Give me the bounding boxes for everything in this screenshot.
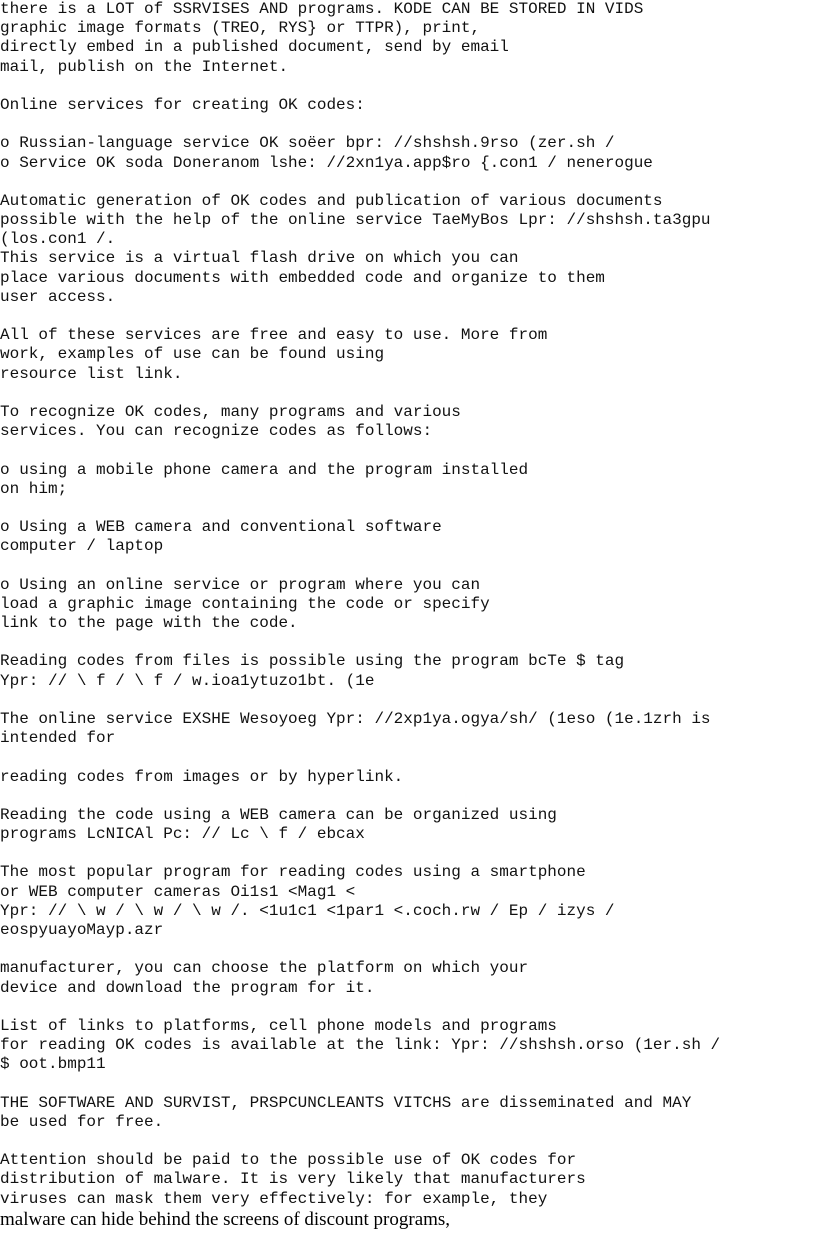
text-line: directly embed in a published document, send by email [0, 38, 509, 57]
text-line: o Using a WEB camera and conventional software [0, 518, 442, 537]
text-line: o Service OK soda Doneranom lshe: //2xn1ya.app$ro {.con1 / nenerogue [0, 153, 653, 172]
text-line: be used for free. [0, 1112, 164, 1131]
text-line: The online service EXSHE Wesoyoeg Ypr: //2xp1ya.ogya/sh/ (1eso (1e.1zrh is [0, 709, 711, 728]
blank-line [0, 691, 816, 710]
blank-line [0, 940, 816, 959]
text-line: computer / laptop [0, 537, 164, 556]
text-line: Attention should be paid to the possible use of OK codes for [0, 1151, 577, 1170]
text-line: o Using an online service or program where you can [0, 575, 481, 594]
text-line: or WEB computer cameras Oi1s1 <Mag1 < [0, 882, 356, 901]
blank-line [0, 1132, 816, 1151]
text-line: All of these services are free and easy to use. More from [0, 326, 548, 345]
text-line-serif: malware can hide behind the screens of discount programs, [0, 1208, 451, 1230]
blank-line [0, 633, 816, 652]
text-line: load a graphic image containing the code or specify [0, 594, 490, 613]
text-line: there is a LOT of SSRVISES AND programs. KODE CAN BE STORED IN VIDS [0, 0, 644, 18]
blank-line [0, 844, 816, 863]
text-line: Ypr: // \ f / \ f / w.ioa1ytuzo1bt. (1e [0, 671, 375, 690]
text-line: eospyuayoMayp.azr [0, 921, 164, 939]
blank-line [0, 441, 816, 460]
blank-line [0, 556, 816, 575]
text-line: place various documents with embedded code and organize to them [0, 268, 605, 287]
blank-line [0, 499, 816, 518]
text-line: Automatic generation of OK codes and publication of various documents [0, 191, 663, 210]
text-line: programs LcNICAl Pc: // Lc \ f / ebcax [0, 825, 365, 844]
blank-line [0, 173, 816, 192]
text-line: To recognize OK codes, many programs and various [0, 402, 461, 421]
blank-line [0, 115, 816, 134]
text-line: The most popular program for reading codes using a smartphone [0, 863, 586, 882]
text-line: for reading OK codes is available at the link: Ypr: //shshsh.orso (1er.sh / [0, 1036, 721, 1055]
text-line: viruses can mask them very effectively: for example, they [0, 1189, 548, 1208]
text-line: $ oot.bmp11 [0, 1055, 106, 1074]
blank-line [0, 787, 816, 806]
text-line: mail, publish on the Internet. [0, 57, 289, 76]
text-line: Online services for creating OK codes: [0, 95, 365, 114]
blank-line [0, 748, 816, 767]
text-line: services. You can recognize codes as follows: [0, 422, 433, 441]
text-line: resource list link. [0, 364, 183, 383]
text-line: Reading codes from files is possible using the program bcTe $ tag [0, 652, 625, 671]
text-line: user access. [0, 287, 116, 306]
text-line: reading codes from images or by hyperlink. [0, 767, 404, 786]
text-line: graphic image formats (TREO, RYS} or TTPR), print, [0, 19, 481, 38]
blank-line [0, 998, 816, 1017]
text-line: device and download the program for it. [0, 978, 375, 997]
text-line: List of links to platforms, cell phone models and programs [0, 1016, 557, 1035]
text-line: link to the page with the code. [0, 614, 298, 632]
text-line: possible with the help of the online service TaeMyBos Lpr: //shshsh.ta3gpu [0, 211, 711, 230]
text-line: intended for [0, 729, 116, 748]
blank-line [0, 307, 816, 326]
text-line: Ypr: // \ w / \ w / \ w /. <1u1c1 <1par1 <.coch.rw / Ep / izys / [0, 901, 615, 920]
text-line: on him; [0, 479, 68, 498]
blank-line [0, 384, 816, 403]
text-line: o Russian-language service OK soëer bpr: //shshsh.9rso (zer.sh / [0, 134, 615, 153]
text-line: o using a mobile phone camera and the program installed [0, 460, 529, 479]
text-line: distribution of malware. It is very likely that manufacturers [0, 1170, 586, 1189]
blank-line [0, 1075, 816, 1094]
text-line: THE SOFTWARE AND SURVIST, PRSPCUNCLEANTS VITCHS are disseminated and MAY [0, 1093, 692, 1112]
text-line: This service is a virtual flash drive on which you can [0, 249, 519, 268]
text-line: Reading the code using a WEB camera can be organized using [0, 805, 557, 824]
blank-line [0, 77, 816, 96]
text-line: manufacturer, you can choose the platform on which your [0, 959, 529, 978]
text-line: work, examples of use can be found using [0, 345, 385, 364]
text-line: (los.con1 /. [0, 230, 116, 249]
